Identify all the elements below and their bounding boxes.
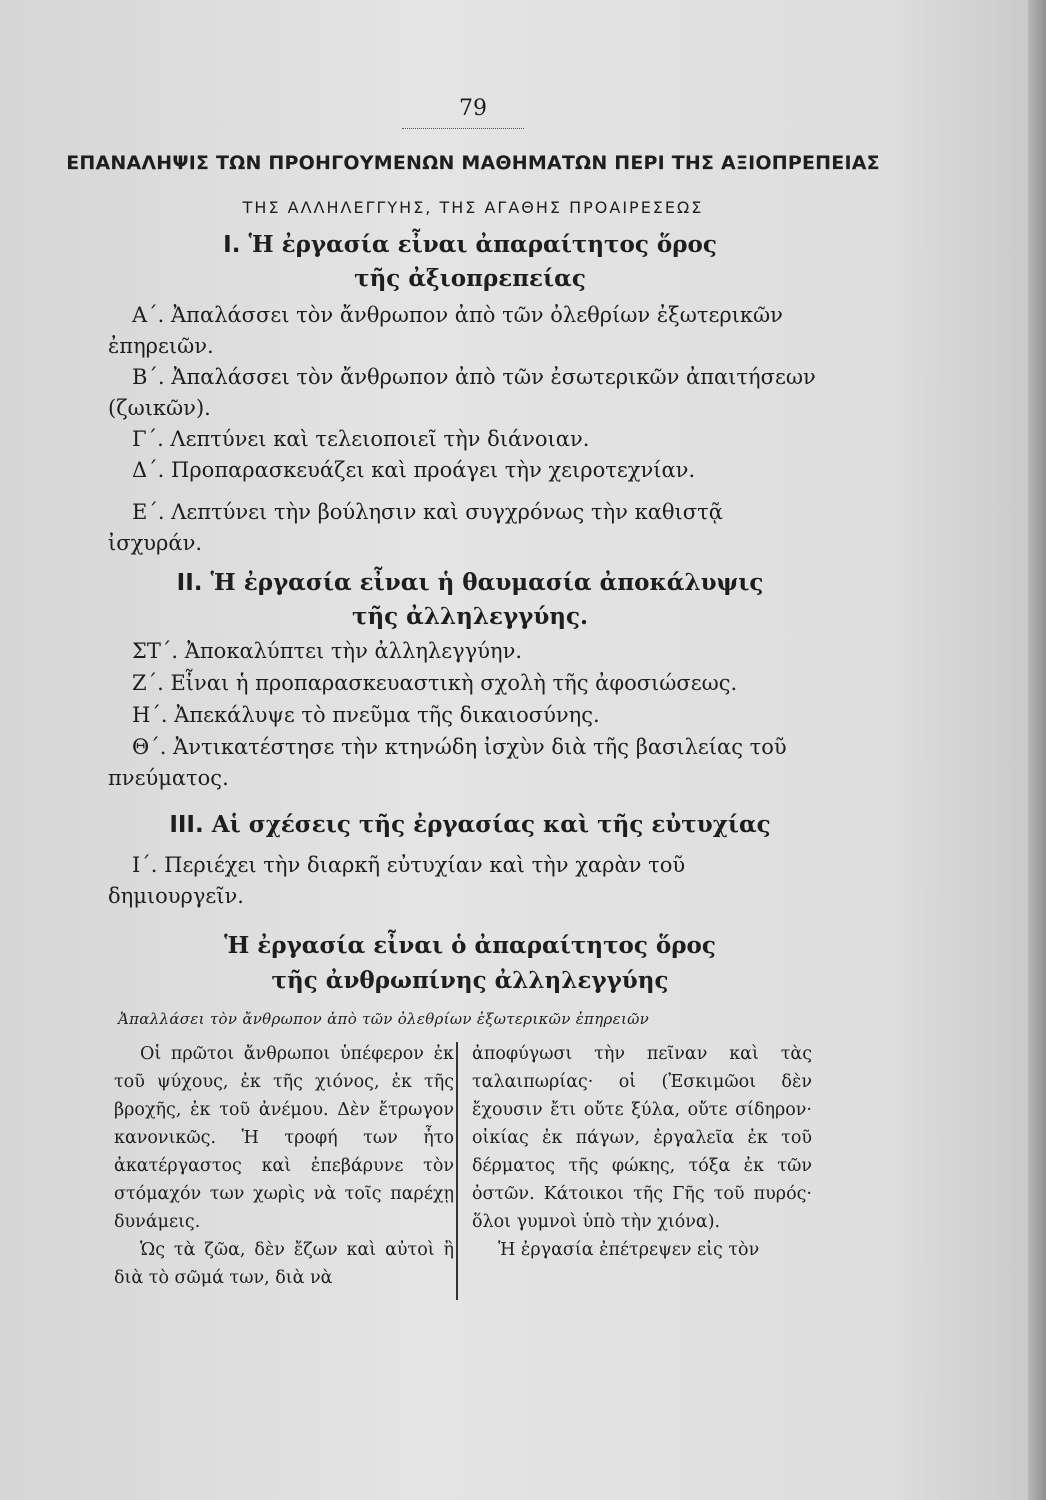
lesson-title [110, 928, 830, 998]
page-number: 79 [459, 96, 487, 121]
item-st: ΣΤ΄. Ἀποκαλύπτει τὴν ἀλληλεγγύην. [132, 639, 523, 663]
item-i: Ι΄. Περιέχει τὴν διαρκῆ εὐτυχίαν καὶ τὴν χαρὰν τοῦ δημιουργεῖν. [108, 853, 686, 908]
section-1-heading [110, 228, 830, 296]
column-divider [456, 1042, 458, 1300]
item-d: Δ΄. Προπαρασκευάζει καὶ προάγει τὴν χειροτεχνίαν. [132, 458, 696, 482]
section-2-numeral: II. [176, 570, 203, 596]
item-z: Ζ΄. Εἶναι ἡ προπαρασκευαστικὴ σχολὴ τῆς ἀφοσιώσεως. [132, 671, 738, 695]
section-3-numeral: III. [169, 812, 204, 838]
lesson-title-line1: Ἡ ἐργασία εἶναι ὁ ἀπαραίτητος ὅρος [224, 932, 716, 959]
chapter-subtitle: ΤΗΣ ΑΛΛΗΛΕΓΓΥΗΣ, ΤΗΣ ΑΓΑΘΗΣ ΠΡΟΑΙΡΕΣΕΩΣ [242, 198, 704, 217]
section-1-heading-line1: Ἡ ἐργασία εἶναι ἀπαραίτητος ὅρος [248, 231, 717, 258]
lesson-title-line2: τῆς ἀνθρωπίνης ἀλληλεγγύης [271, 967, 669, 994]
left-column-paragraph-2: Ὡς τὰ ζῶα, δὲν ἔζων καὶ αὐτοὶ ἢ διὰ τὸ σῶμά των, διὰ νὰ [114, 1240, 454, 1288]
item-a: Α΄. Ἀπαλάσσει τὸν ἄνθρωπον ἀπὸ τῶν ὀλεθρίων ἐξωτερικῶν ἐπηρειῶν. [108, 303, 783, 358]
section-3-heading [110, 808, 830, 842]
item-e: Ε΄. Λεπτύνει τὴν βούλησιν καὶ συγχρόνως τὴν καθιστᾷ ἰσχυράν. [108, 500, 723, 555]
chapter-title: ΕΠΑΝΑΛΗΨΙΣ ΤΩΝ ΠΡΟΗΓΟΥΜΕΝΩΝ ΜΑΘΗΜΑΤΩΝ ΠΕΡΙ ΤΗΣ ΑΞΙΟΠΡΕΠΕΙΑΣ [66, 152, 880, 174]
item-b: Β΄. Ἀπαλάσσει τὸν ἄνθρωπον ἀπὸ τῶν ἐσωτερικῶν ἀπαιτήσεων (ζωικῶν). [108, 365, 816, 420]
item-h: Η΄. Ἀπεκάλυψε τὸ πνεῦμα τῆς δικαιοσύνης. [132, 703, 600, 727]
item-g: Γ΄. Λεπτύνει καὶ τελειοποιεῖ τὴν διάνοιαν. [132, 427, 590, 451]
page-binding-edge [1028, 0, 1046, 1500]
right-column-paragraph-2: Ἡ ἐργασία ἐπέτρεψεν εἰς τὸν [498, 1240, 760, 1260]
left-column-paragraph-1: Οἱ πρῶτοι ἄνθρωποι ὑπέφερον ἐκ τοῦ ψύχους, ἐκ τῆς χιόνος, ἐκ τῆς βροχῆς, ἐκ τοῦ ἀνέμου. Δὲν ἔτρωγον κανονικῶς. Ἡ τροφή των ἦτο ἀκατέργαστος καὶ ἐπεβάρυνε τὸν στόμαχόν των χωρὶς νὰ τοῖς παρέχῃ δυνάμεις. [114, 1044, 454, 1232]
item-th: Θ΄. Ἀντικατέστησε τὴν κτηνώδη ἰσχὺν διὰ τῆς βασιλείας τοῦ πνεύματος. [108, 735, 787, 790]
section-2-heading [110, 566, 830, 634]
right-column [472, 1040, 812, 1264]
section-1-numeral: I. [223, 232, 241, 258]
section-1-heading-line2: τῆς ἀξιοπρεπείας [354, 265, 586, 292]
page-number-rule [402, 128, 524, 129]
right-column-paragraph-1: ἀποφύγωσι τὴν πεῖναν καὶ τὰς ταλαιπωρίας· οἱ (Ἐσκιμῶοι δὲν ἔχουσιν ἔτι οὔτε ξύλα, οὔτε σίδηρον· οἰκίας ἐκ πάγων, ἐργαλεῖα ἐκ τοῦ δέρματος τῆς φώκης, τόξα ἐκ τῶν ὀστῶν. Κάτοικοι τῆς Γῆς τοῦ πυρός· ὅλοι γυμνοὶ ὑπὸ τὴν χιόνα). [472, 1044, 812, 1232]
section-2-heading-line2: τῆς ἀλληλεγγύης. [351, 603, 589, 630]
section-2-heading-line1: Ἡ ἐργασία εἶναι ἡ θαυμασία ἀποκάλυψις [210, 569, 764, 596]
section-3-heading-line1: Αἱ σχέσεις τῆς ἐργασίας καὶ τῆς εὐτυχίας [211, 811, 771, 838]
left-column [114, 1040, 454, 1292]
lesson-subtitle: Ἀπαλλάσει τὸν ἄνθρωπον ἀπὸ τῶν ὀλεθρίων ἐξωτερικῶν ἐπηρειῶν [118, 1010, 650, 1028]
